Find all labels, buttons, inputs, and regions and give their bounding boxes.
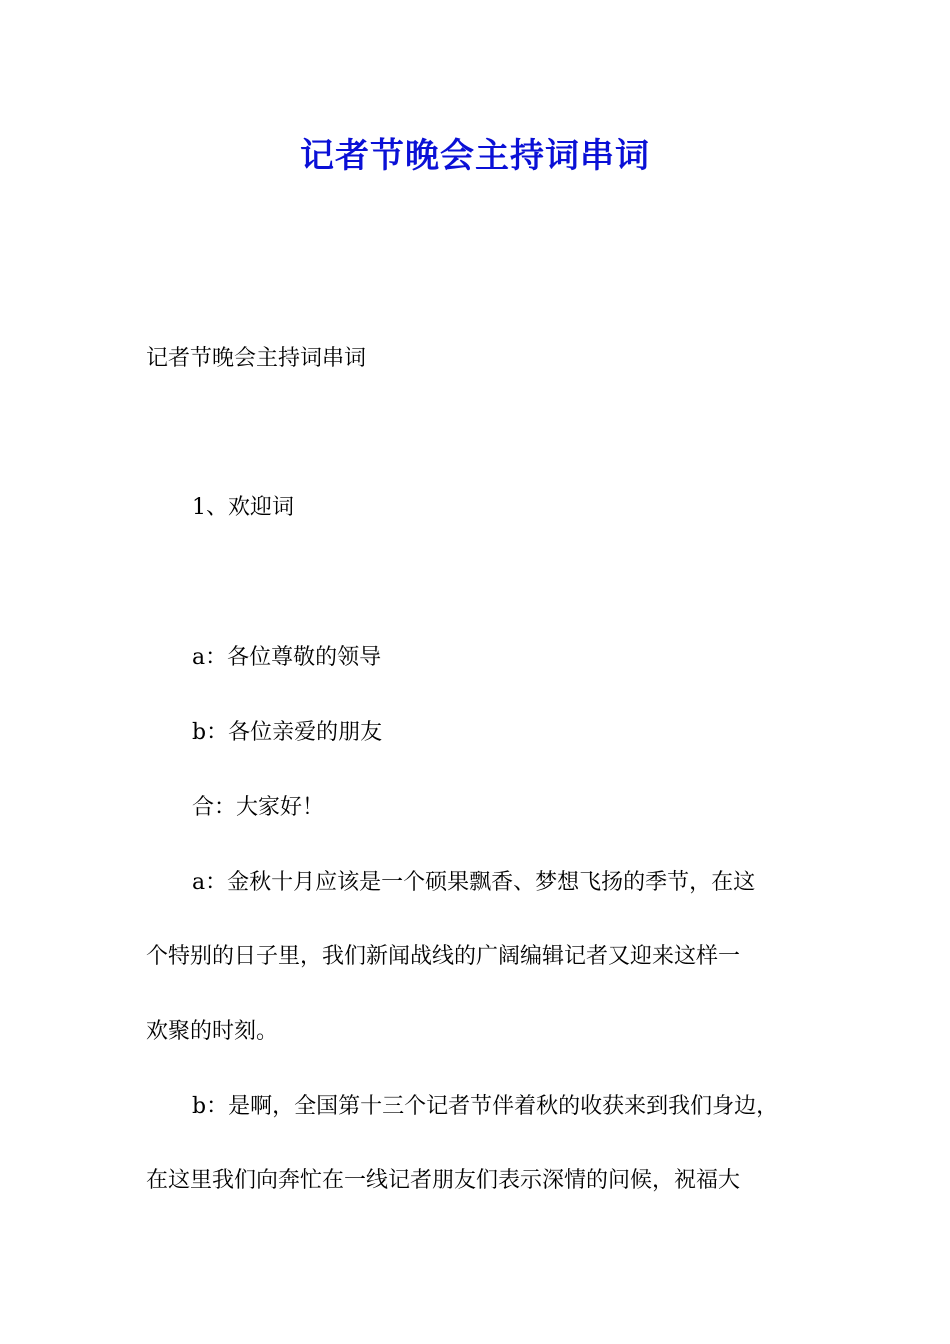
document-title: 记者节晚会主持词串词 — [300, 136, 650, 176]
dialogue-line: 合：大家好！ — [192, 795, 325, 820]
dialogue-line: a：金秋十月应该是一个硕果飘香、梦想飞扬的季节，在这 — [192, 870, 756, 895]
section-heading: 1、欢迎词 — [192, 495, 294, 520]
dialogue-line: b：是啊，全国第十三个记者节伴着秋的收获来到我们身边， — [192, 1094, 779, 1119]
dialogue-line: 欢聚的时刻。 — [146, 1019, 279, 1044]
dialogue-line: a：各位尊敬的领导 — [192, 645, 382, 670]
dialogue-line: b：各位亲爱的朋友 — [192, 720, 383, 745]
document-subtitle: 记者节晚会主持词串词 — [146, 346, 367, 371]
dialogue-line: 在这里我们向奔忙在一线记者朋友们表示深情的问候，祝福大 — [146, 1168, 741, 1193]
dialogue-line: 个特别的日子里，我们新闻战线的广阔编辑记者又迎来这样一 — [146, 944, 741, 969]
